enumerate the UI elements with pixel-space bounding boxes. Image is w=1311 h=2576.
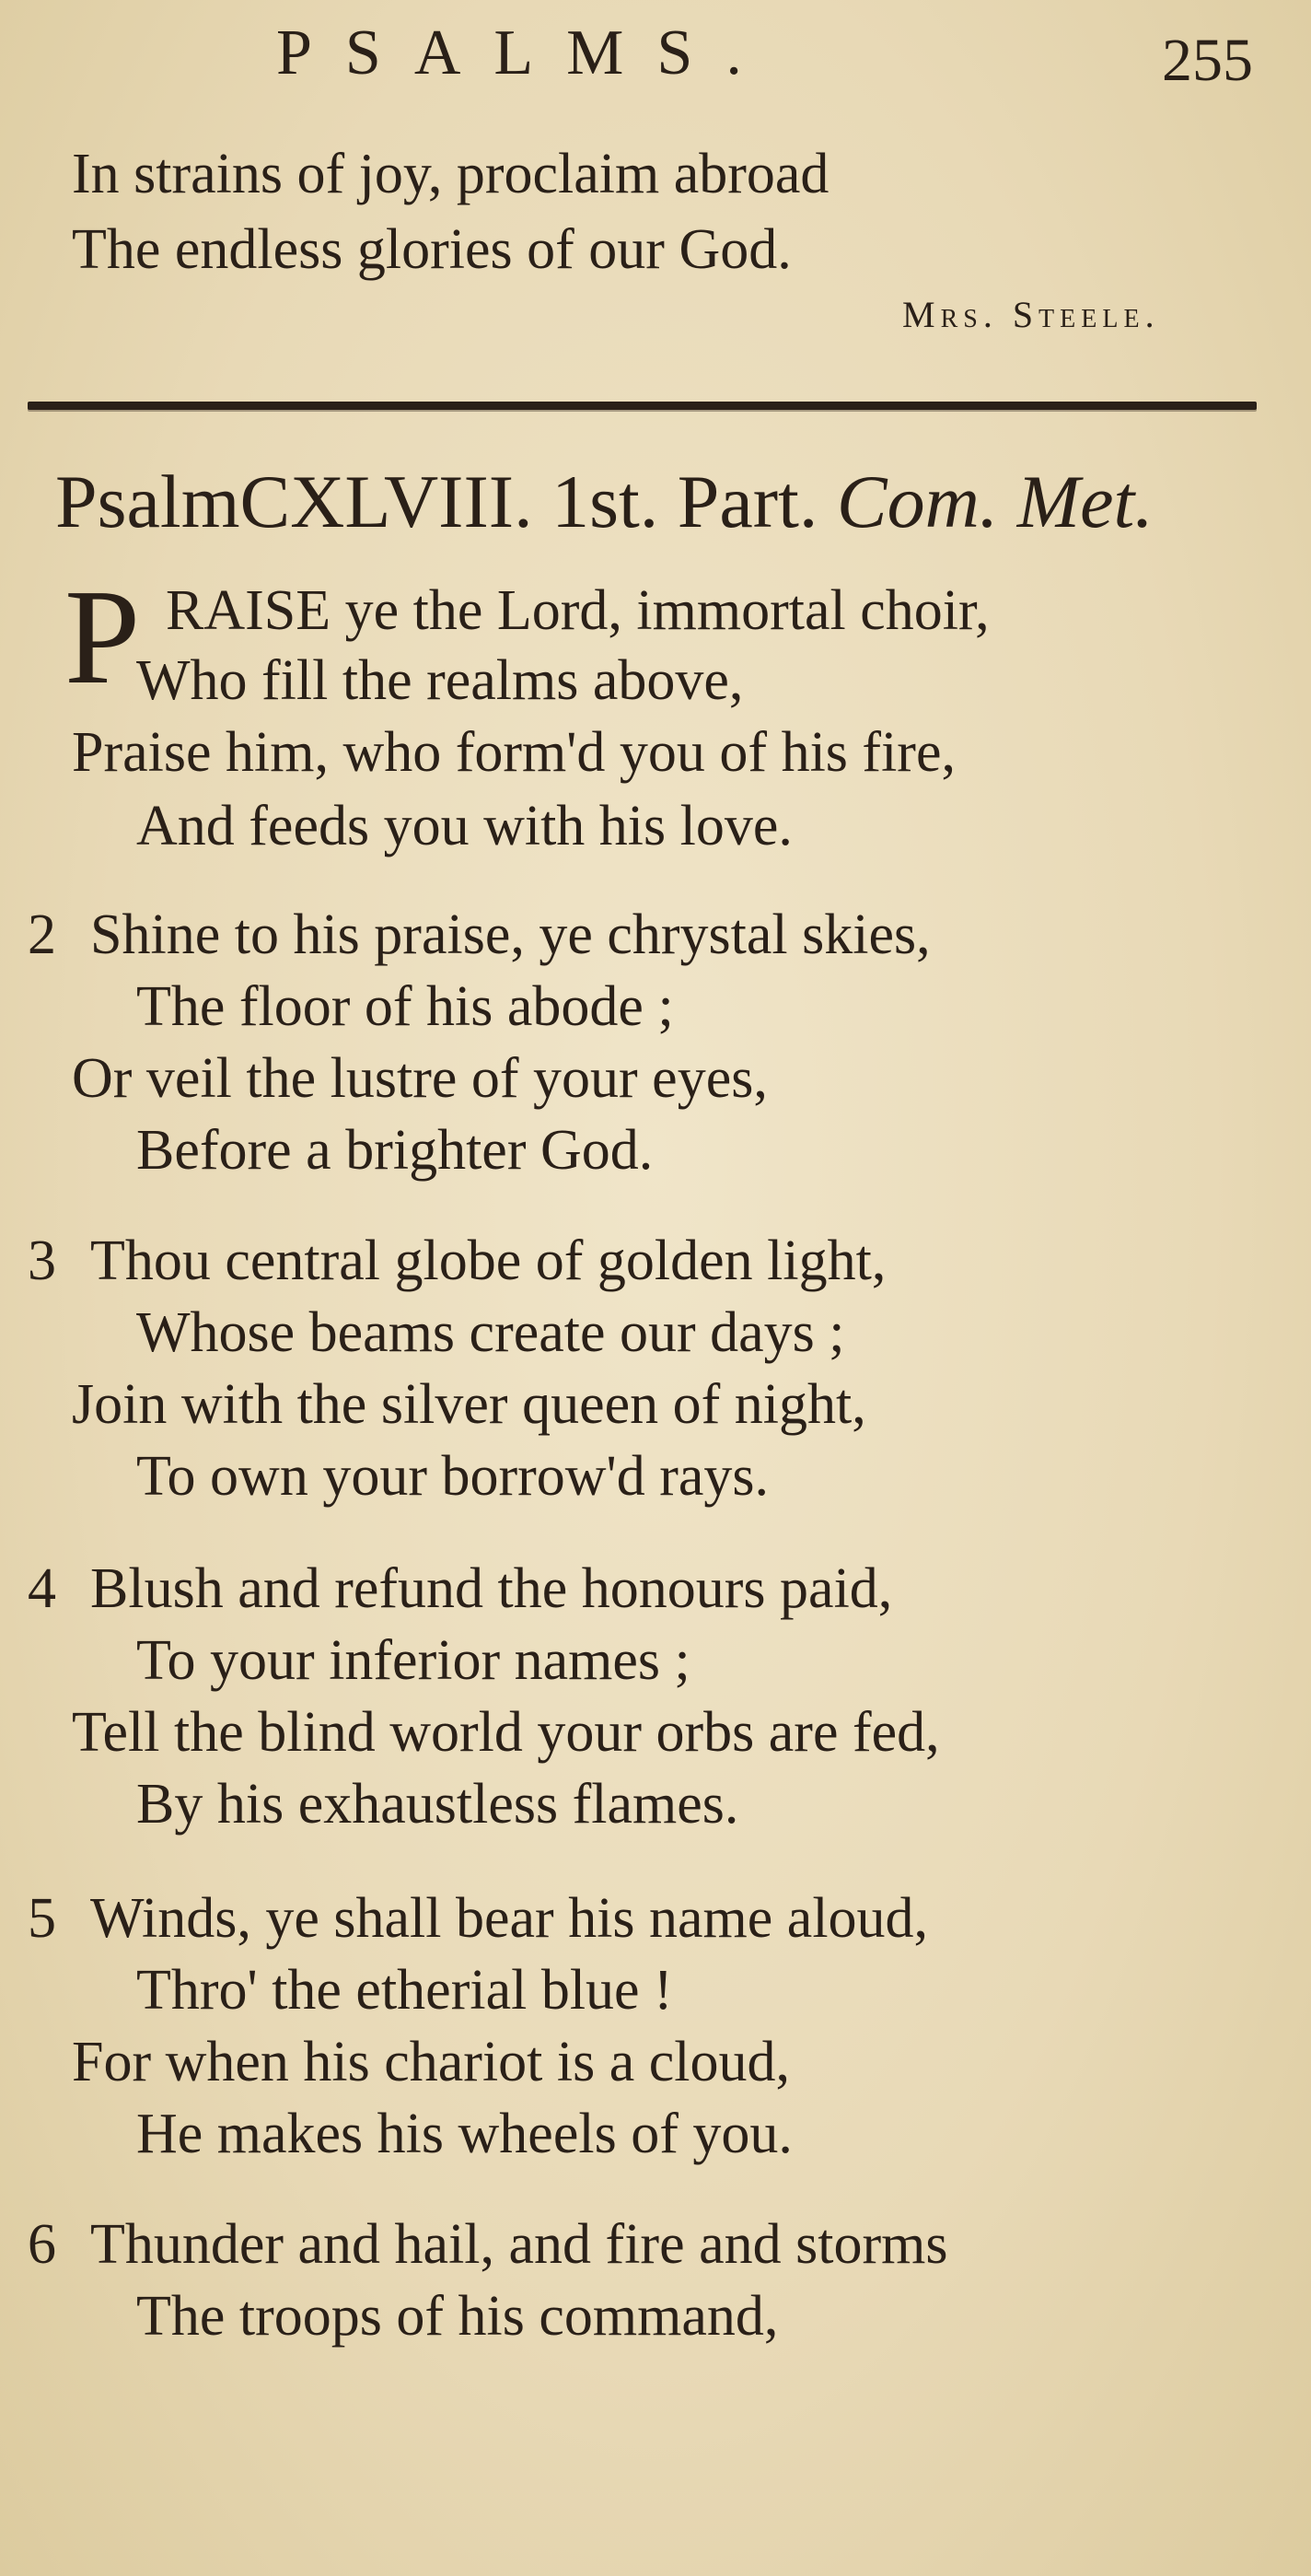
verse-line: RAISE ye the Lord, immortal choir, <box>166 579 990 642</box>
verse-line: For when his chariot is a cloud, <box>72 2031 791 2093</box>
verse-line: Thou central globe of golden light, <box>90 1230 887 1292</box>
verse-line: Whose beams create our days ; <box>136 1301 845 1364</box>
verse-line: Thro' the etherial blue ! <box>136 1959 673 2022</box>
verse-number: 5 <box>28 1887 56 1950</box>
verse-line: Praise him, who form'd you of his fire, <box>72 721 956 784</box>
verse-line: Or veil the lustre of your eyes, <box>72 1047 768 1110</box>
verse-line: The floor of his abode ; <box>136 975 674 1038</box>
verse-line: To your inferior names ; <box>136 1629 690 1692</box>
psalm-heading <box>55 459 1154 545</box>
verse-line: Tell the blind world your orbs are fed, <box>72 1701 940 1764</box>
previous-hymn-line: In strains of joy, proclaim abroad <box>72 143 830 205</box>
verse-number: 2 <box>28 903 56 966</box>
verse-line: Who fill the realms above, <box>136 649 744 712</box>
author-attribution: Mrs. Steele. <box>902 294 1160 335</box>
page-number: 255 <box>1162 27 1253 94</box>
verse-line: The troops of his command, <box>136 2285 779 2348</box>
verse-line: Blush and refund the honours paid, <box>90 1557 893 1620</box>
verse-number: 4 <box>28 1557 56 1620</box>
previous-hymn-line: The endless glories of our God. <box>72 218 792 281</box>
verse-line: And feeds you with his love. <box>136 795 793 857</box>
verse-line: To own your borrow'd rays. <box>136 1445 769 1508</box>
drop-cap: P <box>64 562 141 713</box>
section-divider-rule <box>28 402 1257 410</box>
verse-line: Shine to his praise, ye chrystal skies, <box>90 903 931 966</box>
verse-number: 6 <box>28 2213 56 2276</box>
psalm-heading-title: PsalmCXLVIII. 1st. Part. <box>55 460 818 543</box>
verse-line: Thunder and hail, and fire and storms <box>90 2213 948 2276</box>
verse-number: 3 <box>28 1230 56 1292</box>
running-title: PSALMS. <box>276 17 775 88</box>
psalm-heading-meter: Com. Met. <box>836 460 1154 543</box>
verse-line: Join with the silver queen of night, <box>72 1373 866 1436</box>
verse-line: Before a brighter God. <box>136 1119 654 1182</box>
verse-line: Winds, ye shall bear his name aloud, <box>90 1887 929 1950</box>
verse-line: By his exhaustless flames. <box>136 1773 739 1836</box>
verse-line: He makes his wheels of you. <box>136 2103 793 2165</box>
